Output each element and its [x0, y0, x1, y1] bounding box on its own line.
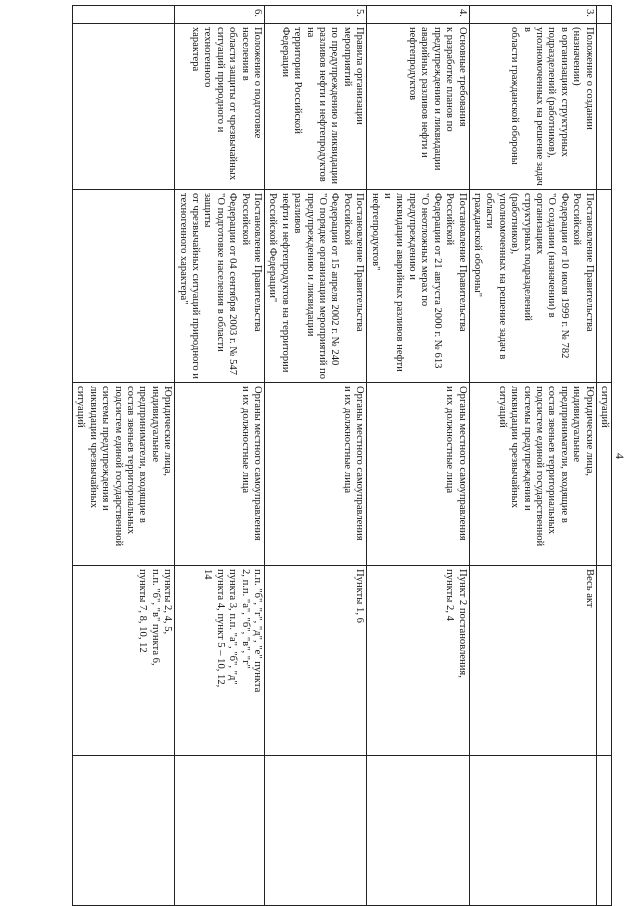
legal-act-cell: [596, 190, 611, 383]
scope-cell: пункты 2, 4, 5, п.п. "б", "в" пункта 6, пункты 7, 8, 10, 12: [72, 566, 174, 756]
legal-act-cell: Постановление Правительства Российской Федерации от 21 августа 2000 г. № 613 "О неотложных мерах по предупреждению и ликвидации аварийных разливов нефти и нефтепродуктов": [367, 190, 469, 383]
regulations-table: [72, 5, 612, 906]
document-title-cell: Правила организации мероприятий по предупреждению и ликвидации разливов нефти и нефтепродуктов на территории Российской Федерации: [265, 24, 367, 190]
table-body: [72, 6, 611, 906]
page-number: 4: [613, 453, 627, 459]
document-title-cell: Положение о подготовке населения в области защиты от чрезвычайных ситуаций природного и техногенного характера: [175, 24, 265, 190]
row-number: [596, 6, 611, 24]
legal-act-cell: [72, 190, 174, 383]
row-number: 3.: [469, 6, 596, 24]
empty-cell: [175, 756, 265, 906]
table-row: [469, 6, 596, 906]
empty-cell: [367, 756, 469, 906]
table-row: [175, 6, 265, 906]
row-number: 4.: [367, 6, 469, 24]
row-number: 5.: [265, 6, 367, 24]
row-number: 6.: [175, 6, 265, 24]
scope-cell: Пункт 2 постановления, пункты 2, 4: [367, 566, 469, 756]
empty-cell: [469, 756, 596, 906]
empty-cell: [265, 756, 367, 906]
empty-cell: [72, 756, 174, 906]
legal-act-cell: Постановление Правительства Российской Федерации от 10 июля 1999 г. № 782 "О создании (назначении) в организациях структурных подразделений (работников), уполномоченных на решение задач в области гражданской обороны": [469, 190, 596, 383]
subjects-cell: Юридические лица, индивидуальные предприниматели, входящие в состав звеньев территориальных подсистем единой государственной системы предупреждения и ликвидации чрезвычайных ситуаций: [72, 383, 174, 566]
table-row: [265, 6, 367, 906]
row-number: [72, 6, 174, 24]
scope-cell: п.п. "б", "г", "д", "е" пункта 2, п.п. "а", "б", "в", "г" пункта 3, п.п. "а", "б", "д" пункта 4, пункт 5 – 10, 12, 14: [175, 566, 265, 756]
table-row: [72, 6, 174, 906]
subjects-cell: Органы местного самоуправления и их должностные лица: [175, 383, 265, 566]
table-row: [367, 6, 469, 906]
document-title-cell: Основные требования к разработке планов по предупреждению и ликвидации аварийных разливов нефти и нефтепродуктов: [367, 24, 469, 190]
subjects-cell: Органы местного самоуправления и их должностные лица: [265, 383, 367, 566]
scope-cell: Пункты 1, 6: [265, 566, 367, 756]
table-row: [596, 6, 611, 906]
scope-cell: [596, 566, 611, 756]
subjects-cell: Органы местного самоуправления и их должностные лица: [367, 383, 469, 566]
document-title-cell: Положение о создании (назначении) в организациях структурных подразделений (работников), уполномоченных на решение задач в области гражданской обороны: [469, 24, 596, 190]
empty-cell: [596, 756, 611, 906]
legal-act-cell: Постановление Правительства Российской Федерации от 15 апреля 2002 г. № 240 "О порядке организации мероприятий по предупреждению и ликвидации разливов нефти и нефтепродуктов на территории Российской Федерации": [265, 190, 367, 383]
document-title-cell: [72, 24, 174, 190]
subjects-cell: ситуаций: [596, 383, 611, 566]
legal-act-cell: Постановление Правительства Российской Федерации от 04 сентября 2003 г. № 547 "О подготовке населения в области защиты от чрезвычайных ситуаций природного и техногенного характера": [175, 190, 265, 383]
document-title-cell: [596, 24, 611, 190]
subjects-cell: Юридические лица, индивидуальные предприниматели, входящие в состав звеньев территориальных подсистем единой государственной системы предупреждения и ликвидации чрезвычайных ситуаций: [469, 383, 596, 566]
scope-cell: Весь акт: [469, 566, 596, 756]
